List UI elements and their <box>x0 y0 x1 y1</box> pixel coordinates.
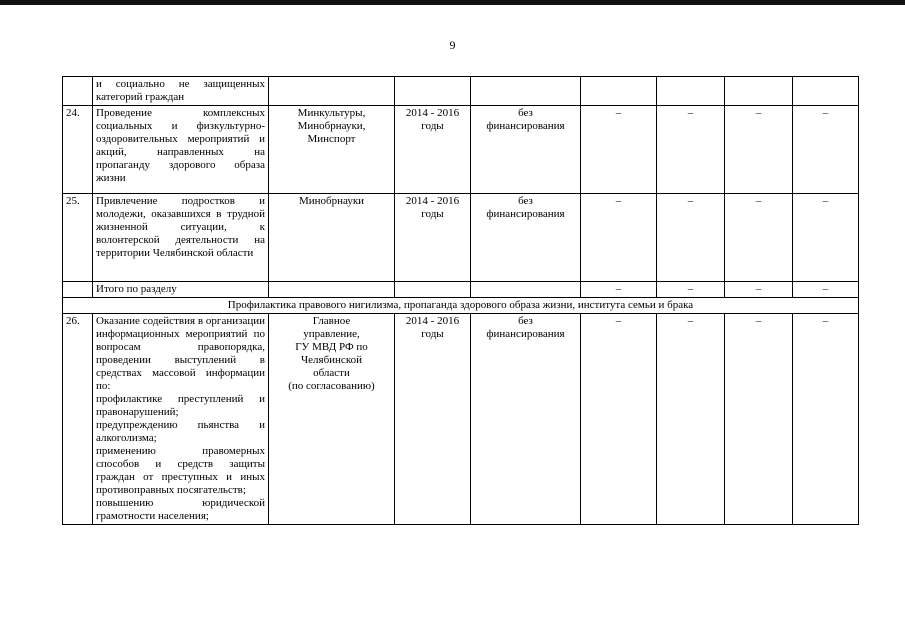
cell-period <box>395 194 471 282</box>
section-title: Профилактика правового нигилизма, пропаганда здорового образа жизни, института семьи и брака <box>63 298 859 314</box>
cell-funding <box>471 194 581 282</box>
executor-line: управление, <box>303 328 360 340</box>
description-item: предупреждению пьянства и алкоголизма; <box>96 419 265 444</box>
cell-executor <box>269 194 395 282</box>
period-line: 2014 - 2016 <box>405 107 460 119</box>
cell-funding <box>471 282 581 298</box>
cell-description <box>93 314 269 525</box>
cell-value <box>657 77 725 106</box>
description-item: повышению юридической грамотности населения; <box>96 497 265 522</box>
page-number: 9 <box>449 38 456 52</box>
table-row-continuation <box>63 77 859 106</box>
cell-period <box>395 314 471 525</box>
cell-executor <box>269 282 395 298</box>
executor-line: Минкультуры, <box>297 107 366 119</box>
cell-value: – <box>793 106 859 194</box>
table-row-26 <box>63 314 859 525</box>
cell-value: – <box>793 282 859 298</box>
cell-value: – <box>725 282 793 298</box>
cell-value: – <box>725 194 793 282</box>
cell-value: – <box>581 106 657 194</box>
period-line: 2014 - 2016 <box>405 195 460 207</box>
program-table <box>62 76 859 525</box>
period-line: 2014 - 2016 <box>405 315 460 327</box>
period-line: годы <box>421 328 444 340</box>
cell-value: – <box>657 282 725 298</box>
cell-number <box>63 282 93 298</box>
cell-value: – <box>793 314 859 525</box>
executor-line: (по согласованию) <box>288 380 375 392</box>
cell-funding <box>471 314 581 525</box>
cell-funding <box>471 77 581 106</box>
executor-line: Минспорт <box>307 133 356 145</box>
cell-period <box>395 282 471 298</box>
cell-value: – <box>725 314 793 525</box>
cell-value: – <box>725 106 793 194</box>
section-heading-row <box>63 298 859 314</box>
executor-line: Минобрнауки <box>298 195 365 207</box>
cell-value: – <box>581 282 657 298</box>
cell-executor <box>269 106 395 194</box>
description-item: применению правомерных способов и средств защиты граждан от преступных и иных противоправных посягательств; <box>96 445 265 496</box>
cell-value: – <box>657 106 725 194</box>
description-item: профилактике преступлений и правонарушений; <box>96 393 265 418</box>
funding-line: без <box>518 195 533 207</box>
funding-line: финансирования <box>486 208 565 220</box>
cell-number <box>63 77 93 106</box>
cell-number: 25. <box>63 194 93 282</box>
table-row-subtotal <box>63 282 859 298</box>
top-border-bar <box>0 0 905 5</box>
executor-line: области <box>313 367 350 379</box>
cell-description: Привлечение подростков и молодежи, оказавшихся в трудной жизненной ситуации, к волонтерской деятельности на территории Челябинской области <box>93 194 269 282</box>
period-line: годы <box>421 208 444 220</box>
cell-period <box>395 106 471 194</box>
cell-executor <box>269 314 395 525</box>
funding-line: финансирования <box>486 328 565 340</box>
period-line: годы <box>421 120 444 132</box>
table-row-24 <box>63 106 859 194</box>
cell-number: 26. <box>63 314 93 525</box>
subtotal-label: Итого по разделу <box>93 282 269 298</box>
cell-value: – <box>581 314 657 525</box>
executor-line: Главное <box>312 315 351 327</box>
cell-value: – <box>657 194 725 282</box>
cell-number: 24. <box>63 106 93 194</box>
cell-value <box>725 77 793 106</box>
cell-funding <box>471 106 581 194</box>
cell-value: – <box>581 194 657 282</box>
executor-line: ГУ МВД РФ по <box>295 341 368 353</box>
executor-line: Челябинской <box>300 354 362 366</box>
cell-value: – <box>657 314 725 525</box>
description-intro: Оказание содействия в организации информационных мероприятий по вопросам правопорядка, проведении выступлений в средствах массовой информации по: <box>96 315 265 392</box>
funding-line: без <box>518 107 533 119</box>
funding-line: финансирования <box>486 120 565 132</box>
cell-executor <box>269 77 395 106</box>
cell-description: Проведение комплексных социальных и физкультурно-оздоровительных мероприятий и акций, направленных на пропаганду здорового образа жизни <box>93 106 269 194</box>
executor-line: Минобрнауки, <box>297 120 366 132</box>
cell-description: и социально не защищенных категорий граждан <box>93 77 269 106</box>
cell-value <box>581 77 657 106</box>
cell-period <box>395 77 471 106</box>
funding-line: без <box>518 315 533 327</box>
cell-value <box>793 77 859 106</box>
cell-value: – <box>793 194 859 282</box>
table-row-25 <box>63 194 859 282</box>
